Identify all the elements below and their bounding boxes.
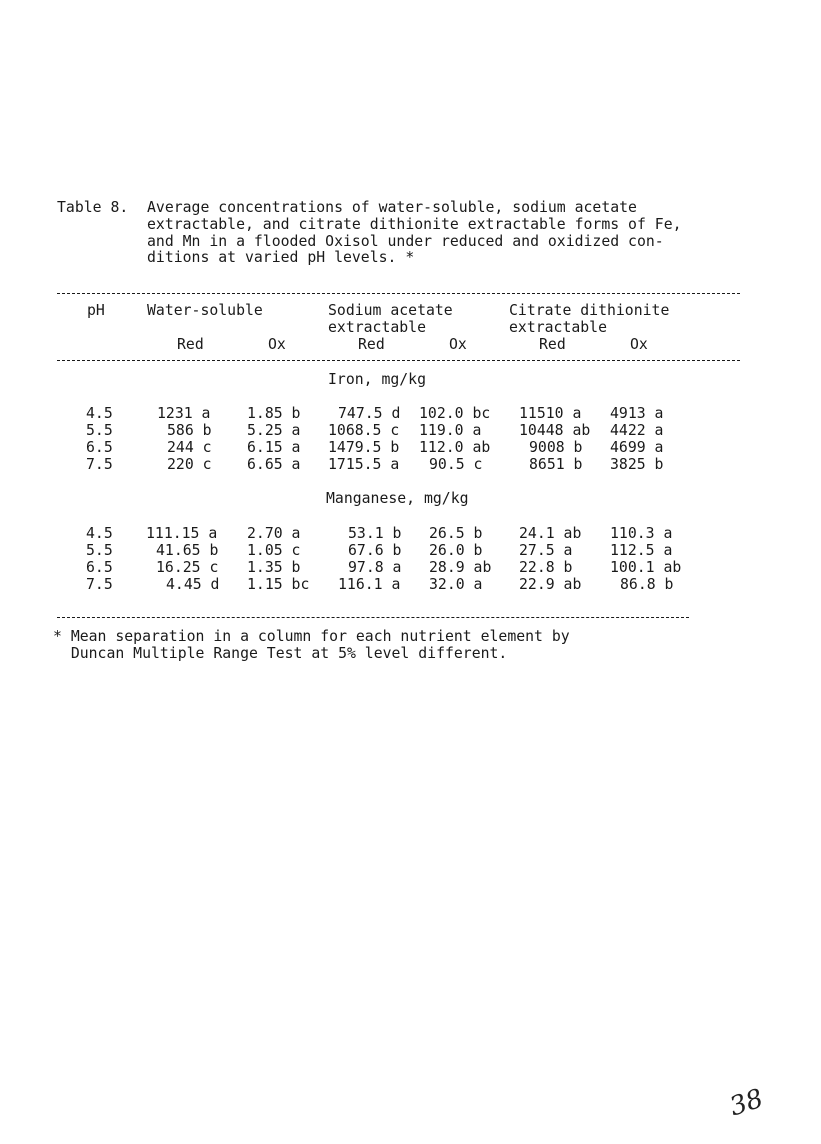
cell-cd-red: 27.5 a (519, 542, 573, 559)
cell-ph: 5.5 (86, 542, 113, 559)
cell-sa-red: 1479.5 b (328, 439, 400, 456)
cell-ws-ox: 1.35 b (247, 559, 301, 576)
header-citrate-dithionite-line2: extractable (509, 319, 607, 336)
cell-cd-red: 22.8 b (519, 559, 573, 576)
subheader-ws-red: Red (177, 336, 204, 353)
cell-ws-ox: 1.85 b (247, 405, 301, 422)
cell-cd-red: 9008 b (529, 439, 583, 456)
cell-cd-red: 10448 ab (519, 422, 591, 439)
header-sodium-acetate-line2: extractable (328, 319, 426, 336)
cell-sa-ox: 119.0 a (419, 422, 482, 439)
subheader-sa-ox: Ox (449, 336, 467, 353)
cell-sa-ox: 90.5 c (429, 456, 483, 473)
handwritten-page-number: 38 (726, 1083, 767, 1123)
cell-sa-red: 747.5 d (338, 405, 401, 422)
table-caption-text: Average concentrations of water-soluble, sodium acetate extractable, and citrate dithionite extractable forms of Fe, and Mn in a flooded Oxisol under reduced and oxidized con- ditions at varied pH levels. * (147, 199, 682, 267)
cell-sa-ox: 102.0 bc (419, 405, 491, 422)
cell-sa-red: 1715.5 a (328, 456, 400, 473)
cell-cd-red: 8651 b (529, 456, 583, 473)
cell-sa-red: 97.8 a (348, 559, 402, 576)
cell-ph: 7.5 (86, 576, 113, 593)
cell-ws-ox: 2.70 a (247, 525, 301, 542)
cell-sa-ox: 26.5 b (429, 525, 483, 542)
cell-ws-red: 1231 a (157, 405, 211, 422)
cell-ph: 4.5 (86, 405, 113, 422)
section-title-manganese: Manganese, mg/kg (326, 490, 469, 507)
cell-cd-red: 24.1 ab (519, 525, 582, 542)
subheader-sa-red: Red (358, 336, 385, 353)
header-sodium-acetate: Sodium acetate (328, 302, 453, 319)
table-footnote: * Mean separation in a column for each nutrient element by Duncan Multiple Range Test at 5% level different. (53, 628, 570, 662)
top-rule (57, 293, 740, 294)
header-citrate-dithionite: Citrate dithionite (509, 302, 670, 319)
cell-ph: 6.5 (86, 439, 113, 456)
cell-sa-ox: 32.0 a (429, 576, 483, 593)
cell-sa-red: 53.1 b (348, 525, 402, 542)
cell-sa-red: 67.6 b (348, 542, 402, 559)
cell-ws-ox: 1.05 c (247, 542, 301, 559)
cell-ws-red: 244 c (167, 439, 212, 456)
cell-ws-red: 4.45 d (166, 576, 220, 593)
cell-cd-ox: 4699 a (610, 439, 664, 456)
cell-ws-ox: 6.65 a (247, 456, 301, 473)
header-ph: pH (87, 302, 105, 319)
cell-ph: 7.5 (86, 456, 113, 473)
cell-sa-ox: 28.9 ab (429, 559, 492, 576)
subheader-ws-ox: Ox (268, 336, 286, 353)
cell-cd-ox: 100.1 ab (610, 559, 682, 576)
cell-ws-red: 111.15 a (146, 525, 218, 542)
cell-cd-red: 22.9 ab (519, 576, 582, 593)
cell-cd-ox: 4422 a (610, 422, 664, 439)
cell-sa-ox: 26.0 b (429, 542, 483, 559)
cell-ws-red: 41.65 b (156, 542, 219, 559)
subheader-cd-ox: Ox (630, 336, 648, 353)
cell-sa-ox: 112.0 ab (419, 439, 491, 456)
cell-cd-ox: 110.3 a (610, 525, 673, 542)
subheader-cd-red: Red (539, 336, 566, 353)
cell-sa-red: 1068.5 c (328, 422, 400, 439)
cell-ws-red: 220 c (167, 456, 212, 473)
cell-ws-ox: 5.25 a (247, 422, 301, 439)
cell-ws-red: 586 b (167, 422, 212, 439)
cell-cd-ox: 3825 b (610, 456, 664, 473)
cell-ph: 6.5 (86, 559, 113, 576)
cell-cd-red: 11510 a (519, 405, 582, 422)
cell-cd-ox: 112.5 a (610, 542, 673, 559)
table-label: Table 8. (57, 199, 129, 216)
cell-ph: 4.5 (86, 525, 113, 542)
bottom-rule (57, 617, 689, 618)
header-rule (57, 360, 740, 361)
cell-ws-ox: 1.15 bc (247, 576, 310, 593)
header-water-soluble: Water-soluble (147, 302, 263, 319)
cell-sa-red: 116.1 a (338, 576, 401, 593)
section-title-iron: Iron, mg/kg (328, 371, 426, 388)
cell-ws-ox: 6.15 a (247, 439, 301, 456)
cell-ws-red: 16.25 c (156, 559, 219, 576)
cell-ph: 5.5 (86, 422, 113, 439)
cell-cd-ox: 86.8 b (620, 576, 674, 593)
cell-cd-ox: 4913 a (610, 405, 664, 422)
